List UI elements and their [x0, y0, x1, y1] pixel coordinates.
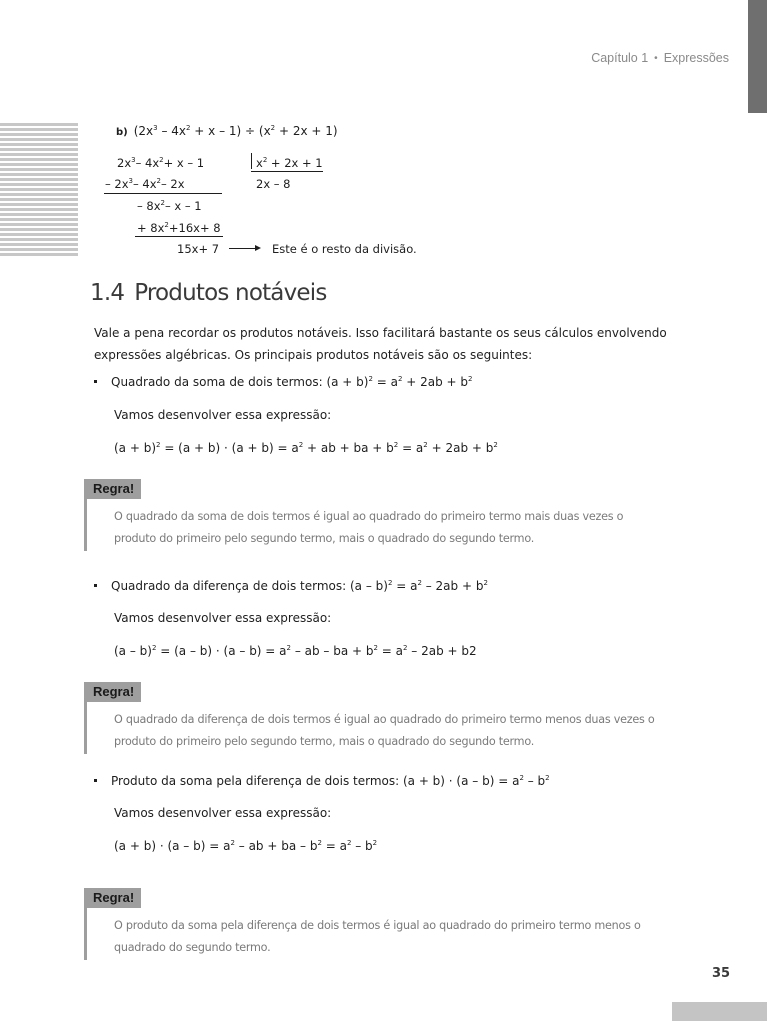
exponent: 2	[270, 124, 276, 132]
section-number: 1.4	[90, 280, 125, 306]
exponent: 2	[417, 579, 422, 587]
division-remainder: 15x+ 7	[177, 242, 220, 256]
exponent: 2	[545, 774, 550, 782]
example-b-label: b)	[116, 127, 128, 138]
bullet-icon	[94, 584, 97, 587]
list-item	[94, 774, 550, 788]
rule-text: O quadrado da soma de dois termos é igual ao quadrado do primeiro termo mais duas vezes o produto do primeiro pelo segundo termo, mais o quadrado do segundo termo.	[114, 510, 624, 545]
running-head	[591, 51, 729, 65]
term: +16x+ 8	[168, 221, 221, 235]
exponent: 2	[230, 839, 235, 847]
item-text: – b	[523, 774, 546, 788]
exponent: 2	[483, 579, 488, 587]
expr-part: (2x	[133, 124, 154, 138]
dev-part: = (a – b) · (a – b) = a	[156, 644, 287, 658]
dev-part: + ab + ba + b	[303, 441, 394, 455]
bullet-icon	[94, 380, 97, 383]
division-rule-1	[104, 193, 222, 194]
term: – x – 1	[165, 199, 202, 213]
dev-part: – ab + ba – b	[234, 839, 318, 853]
exponent: 2	[151, 644, 157, 652]
list-item	[94, 579, 488, 593]
term: – 8x	[137, 199, 161, 213]
division-dividend	[117, 156, 204, 170]
exponent: 2	[346, 839, 352, 847]
term: – 2x	[105, 177, 129, 191]
dev-part: – ab – ba + b	[291, 644, 374, 658]
dev-part: = (a + b) · (a + b) = a	[160, 441, 299, 455]
rule-bar	[84, 702, 87, 754]
develop-text: Vamos desenvolver essa expressão:	[114, 611, 332, 625]
term: – 4x	[133, 177, 157, 191]
intro-paragraph: Vale a pena recordar os produtos notáveis. Isso facilitará bastante os seus cálculos envolvendo expressões algébricas. Os principais produtos notáveis são os seguintes:	[94, 326, 667, 362]
division-divisor	[256, 156, 323, 170]
dev-part: = a	[321, 839, 347, 853]
rule-label: Regra!	[84, 888, 141, 908]
list-item	[94, 375, 473, 389]
exponent: 2	[519, 774, 524, 782]
division-quotient: 2x – 8	[256, 177, 291, 191]
exponent: 2	[262, 156, 268, 164]
item-text: Produto da soma pela diferença de dois termos: (a + b) · (a – b) = a	[111, 774, 520, 788]
exponent: 2	[317, 839, 322, 847]
chapter-label: Capítulo 1	[591, 51, 649, 65]
dev-part: + 2ab + b	[427, 441, 494, 455]
section-heading	[90, 280, 327, 306]
page-number: 35	[712, 966, 731, 981]
example-b-statement	[116, 124, 338, 138]
rule-text: O quadrado da diferença de dois termos é igual ao quadrado do primeiro termo menos duas vezes o produto do primeiro pelo segundo termo, mais o quadrado do segundo termo.	[114, 713, 655, 748]
exponent: 2	[156, 441, 161, 449]
exponent: 2	[393, 441, 399, 449]
decorative-stripes	[0, 123, 78, 257]
exponent: 2	[387, 579, 393, 587]
exponent: 2	[397, 375, 403, 383]
rule-label: Regra!	[84, 479, 141, 499]
exponent: 2	[164, 221, 169, 229]
develop-text: Vamos desenvolver essa expressão:	[114, 408, 332, 422]
exponent: 2	[159, 156, 164, 164]
dev-part: (a – b)	[114, 644, 152, 658]
dev-part: – b	[351, 839, 373, 853]
term: 2x	[117, 156, 132, 170]
term: x	[256, 156, 263, 170]
item-text: Quadrado da soma de dois termos: (a + b)	[111, 375, 369, 389]
division-rule-2	[135, 236, 223, 237]
exponent: 2	[286, 644, 291, 652]
rule-bar	[84, 499, 87, 551]
exponent: 3	[131, 156, 136, 164]
item-text: = a	[372, 375, 398, 389]
rule-bar	[84, 908, 87, 960]
remainder-note: Este é o resto da divisão.	[272, 242, 417, 256]
expr-part: – 4x	[157, 124, 186, 138]
exponent: 2	[373, 644, 378, 652]
running-head-separator: •	[654, 53, 658, 64]
item-text: = a	[392, 579, 418, 593]
chapter-title: Expressões	[663, 51, 729, 65]
exponent: 2	[372, 839, 378, 847]
bullet-icon	[94, 779, 97, 782]
rule-label: Regra!	[84, 682, 141, 702]
development-line	[114, 441, 498, 455]
exponent: 2	[468, 375, 473, 383]
division-subtrahend-2	[137, 221, 221, 235]
division-bracket-vertical	[251, 153, 252, 169]
develop-text: Vamos desenvolver essa expressão:	[114, 806, 332, 820]
exponent: 2	[493, 441, 498, 449]
division-subtrahend-1	[105, 177, 185, 191]
exponent: 2	[160, 199, 165, 207]
section-title: Produtos notáveis	[134, 280, 327, 306]
development-line	[114, 839, 377, 853]
exponent: 3	[153, 124, 158, 132]
term: + x – 1	[163, 156, 205, 170]
exponent: 2	[156, 177, 161, 185]
rule-text: O produto da soma pela diferença de dois termos é igual ao quadrado do primeiro termo menos o quadrado do segundo termo.	[114, 919, 641, 954]
division-partial-dividend	[137, 199, 202, 213]
term: + 2x + 1	[267, 156, 323, 170]
item-text: – 2ab + b	[421, 579, 484, 593]
term: – 4x	[135, 156, 160, 170]
exponent: 2	[423, 441, 428, 449]
exponent: 2	[186, 124, 191, 132]
exponent: 3	[128, 177, 133, 185]
term: + 8x	[137, 221, 165, 235]
expr-part: + x – 1) ÷ (x	[190, 124, 271, 138]
dev-part: (a + b)	[114, 441, 157, 455]
dev-part: = a	[377, 644, 404, 658]
side-tab-marker	[748, 0, 767, 113]
item-text: Quadrado da diferença de dois termos: (a – b)	[111, 579, 388, 593]
arrow-right-icon	[229, 248, 259, 249]
item-text: + 2ab + b	[402, 375, 469, 389]
division-bracket-horizontal	[251, 171, 323, 172]
footer-bar	[672, 1002, 767, 1021]
exponent: 2	[368, 375, 373, 383]
exponent: 2	[298, 441, 304, 449]
development-line	[114, 644, 477, 658]
dev-part: – 2ab + b2	[407, 644, 477, 658]
dev-part: = a	[398, 441, 424, 455]
term: – 2x	[161, 177, 185, 191]
dev-part: (a + b) · (a – b) = a	[114, 839, 231, 853]
expr-part: + 2x + 1)	[275, 124, 338, 138]
exponent: 2	[403, 644, 408, 652]
